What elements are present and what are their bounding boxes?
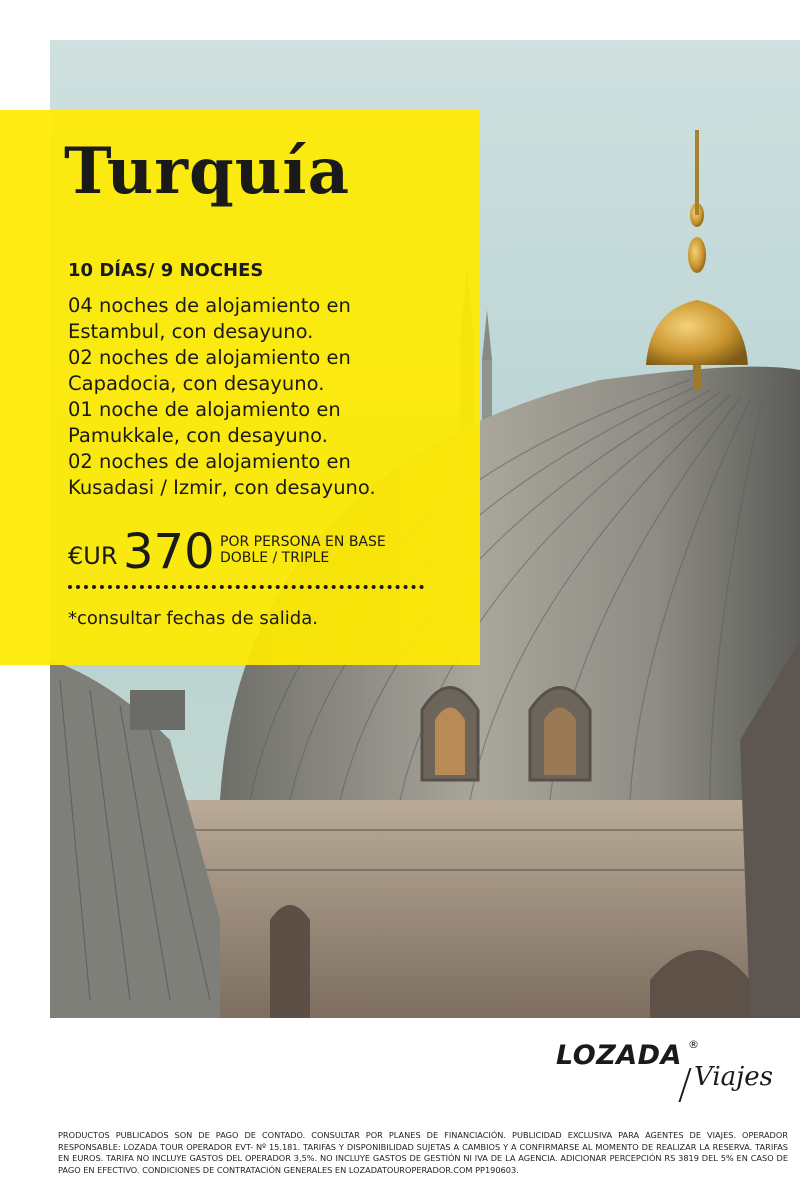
itinerary-line: 01 noche de alojamiento en [68, 398, 341, 421]
logo-slash-icon [678, 1068, 691, 1102]
price-note-line: DOBLE / TRIPLE [220, 550, 330, 566]
price-note [220, 534, 440, 566]
itinerary-line: Kusadasi / Izmir, con desayuno. [68, 476, 376, 499]
departure-disclaimer: *consultar fechas de salida. [68, 608, 318, 629]
logo-subtitle: Viajes [694, 1062, 773, 1092]
itinerary-line: Estambul, con desayuno. [68, 320, 314, 343]
itinerary-list [68, 293, 468, 501]
itinerary-line: 02 noches de alojamiento en [68, 450, 351, 473]
legal-text: PRODUCTOS PUBLICADOS SON DE PAGO DE CONTADO. CONSULTAR POR PLANES DE FINANCIACIÓN. PUBLICIDAD EXCLUSIVA PARA AGENTES DE VIAJES. OPERADOR RESPONSABLE: LOZADA TOUR OPERADOR EVT- Nº 15.181. TARIFAS Y DISPONIBILIDAD SUJETAS A CAMBIOS Y A CONFIRMARSE AL MOMENTO DE REALIZAR LA RESERVA. TARIFAS EN EUROS. TARIFA NO INCLUYE GASTOS DEL OPERADOR 3,5%. NO INCLUYE GASTOS DE GESTIÓN NI IVA DE LA AGENCIA. ADICIONAR PERCEPCIÓN RS 3819 DEL 5% EN CASO DE PAGO EN EFECTIVO. CONDICIONES DE CONTRATACIÓN GENERALES EN LOZADATOUROPERADOR.COM PP190603. [58, 1130, 788, 1175]
itinerary-line: 04 noches de alojamiento en [68, 294, 351, 317]
itinerary-line: Capadocia, con desayuno. [68, 372, 325, 395]
itinerary-line: Pamukkale, con desayuno. [68, 424, 328, 447]
lozada-logo [556, 1040, 786, 1100]
price-currency: €UR [68, 542, 118, 570]
trip-duration: 10 DÍAS/ 9 NOCHES [68, 260, 264, 281]
logo-wordmark: LOZADA [556, 1040, 682, 1071]
offer-panel [0, 110, 480, 665]
price-note-line: POR PERSONA EN BASE [220, 534, 386, 550]
registered-mark: ® [688, 1038, 699, 1051]
itinerary-line: 02 noches de alojamiento en [68, 346, 351, 369]
price-amount: 370 [123, 524, 215, 580]
destination-title: Turquía [64, 134, 351, 209]
dotted-divider [68, 585, 424, 589]
